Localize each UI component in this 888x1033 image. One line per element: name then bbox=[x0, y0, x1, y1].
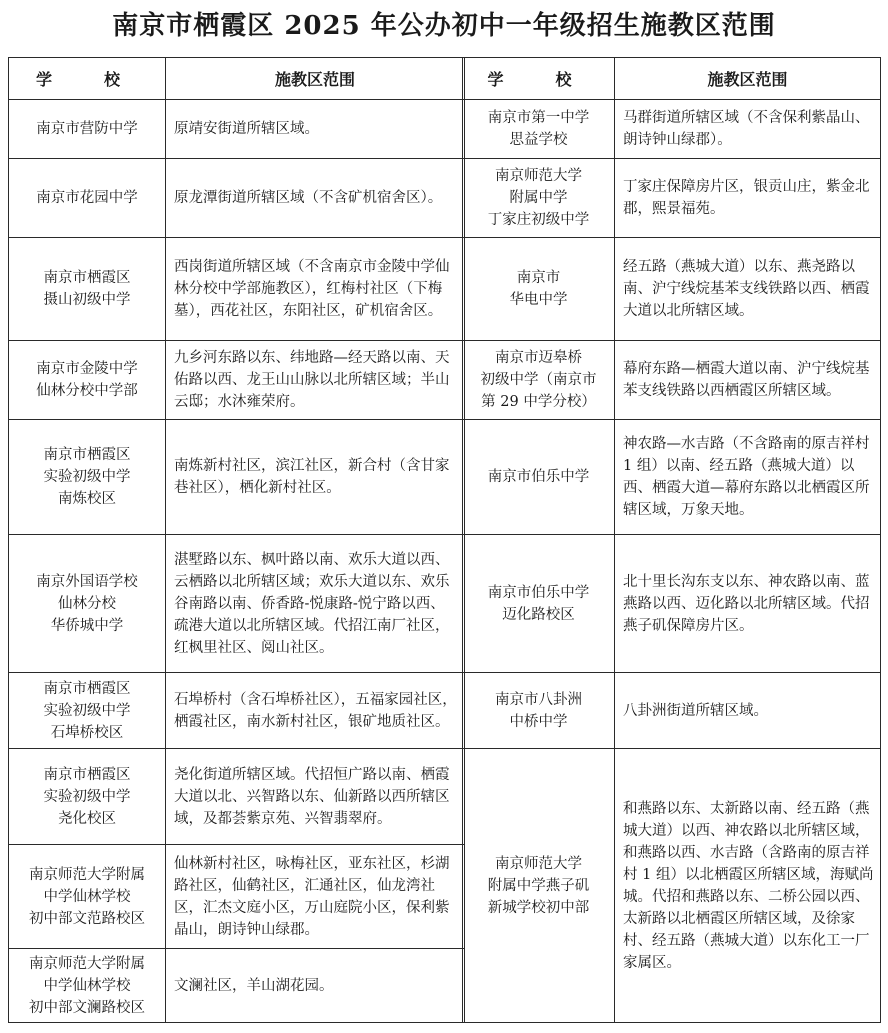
area-cell: 和燕路以东、太新路以南、经五路（燕城大道）以西、神农路以北所辖区域，和燕路以西、水吉路（含路南的原吉祥村 1 组）以北栖霞区所辖区域，海赋尚城。代招和燕路以东、二桥公园以西、太新路以北栖霞区所辖区域，及徐家村、经五路（燕城大道）以东化工一厂家属区。 bbox=[615, 749, 881, 1023]
school-name-line: 实验初级中学 bbox=[43, 469, 131, 485]
school-cell bbox=[463, 159, 615, 238]
school-name-line: 南京市花园中学 bbox=[36, 190, 138, 206]
school-name-line: 南京市金陵中学 bbox=[36, 361, 138, 377]
school-name-line: 实验初级中学 bbox=[43, 788, 131, 805]
school-name-line: 新城学校初中部 bbox=[487, 899, 590, 916]
header-area: 施教区范围 bbox=[615, 58, 881, 100]
area-cell: 八卦洲街道所辖区域。 bbox=[615, 673, 881, 749]
school-name-line: 南京市营防中学 bbox=[36, 121, 138, 137]
school-name-line: 南京师范大学 bbox=[495, 855, 582, 872]
school-name-line: 南京市伯乐中学 bbox=[487, 584, 590, 601]
header-school-label: 学 校 bbox=[35, 70, 138, 89]
area-cell: 文澜社区，羊山湖花园。 bbox=[166, 949, 465, 1023]
school-cell bbox=[9, 749, 166, 845]
table-row bbox=[9, 749, 465, 845]
school-cell bbox=[9, 420, 166, 535]
school-name-line: 南京市迈皋桥 bbox=[495, 350, 582, 366]
table-row bbox=[9, 341, 465, 420]
table-header-row bbox=[9, 58, 465, 100]
table-row bbox=[463, 673, 881, 749]
school-name-line: 思益学校 bbox=[509, 132, 568, 148]
header-school bbox=[463, 58, 615, 100]
school-name-line: 仙林分校中学部 bbox=[36, 383, 138, 399]
area-cell: 北十里长沟东支以东、神农路以南、蓝燕路以西、迈化路以北所辖区域。代招燕子矶保障房片区。 bbox=[615, 535, 881, 673]
area-cell: 九乡河东路以东、纬地路—经天路以南、天佑路以西、龙王山山脉以北所辖区域；半山云邸；水沐雍荣府。 bbox=[166, 341, 465, 420]
school-cell bbox=[463, 673, 615, 749]
table-row bbox=[463, 749, 881, 1023]
school-cell bbox=[9, 535, 166, 673]
school-cell bbox=[9, 159, 166, 238]
table-row bbox=[9, 238, 465, 341]
table-row bbox=[9, 535, 465, 673]
school-cell bbox=[9, 845, 166, 949]
school-name-line: 南京市栖霞区 bbox=[43, 270, 131, 286]
school-name-line: 南京市第一中学 bbox=[487, 110, 590, 126]
table-row bbox=[9, 159, 465, 238]
table-row bbox=[463, 341, 881, 420]
area-cell: 湛墅路以东、枫叶路以南、欢乐大道以西、云栖路以北所辖区域；欢乐大道以东、欢乐谷南路以南、侨香路-悦康路-悦宁路以西、疏港大道以北所辖区域。代招江南厂社区，红枫里社区、阅山社区。 bbox=[166, 535, 465, 673]
school-name-line: 迈化路校区 bbox=[502, 606, 575, 623]
school-name-line: 摄山初级中学 bbox=[43, 292, 131, 308]
school-name-line: 南京市栖霞区 bbox=[43, 766, 131, 783]
school-name-line: 仙林分校 bbox=[58, 595, 116, 612]
school-cell bbox=[9, 341, 166, 420]
school-name-line: 实验初级中学 bbox=[43, 702, 131, 719]
school-name-line: 南京市伯乐中学 bbox=[487, 469, 590, 485]
school-cell bbox=[463, 535, 615, 673]
school-name-line: 石埠桥校区 bbox=[50, 724, 124, 741]
school-name-line: 南京师范大学 bbox=[495, 168, 582, 184]
school-name-line: 丁家庄初级中学 bbox=[487, 212, 590, 228]
area-cell: 仙林新村社区，咏梅社区，亚东社区，杉湖路社区，仙鹤社区，汇通社区，仙龙湾社区，汇杰文庭小区，万山庭院小区，保利紫晶山，朗诗钟山绿郡。 bbox=[166, 845, 465, 949]
area-cell: 丁家庄保障房片区，银贡山庄，紫金北郡，熙景福苑。 bbox=[615, 159, 881, 238]
area-cell: 西岗街道所辖区域（不含南京市金陵中学仙林分校中学部施教区），红梅村社区（下梅墓），西花社区，东阳社区，矿机宿舍区。 bbox=[166, 238, 465, 341]
school-name-line: 第 29 中学分校） bbox=[481, 394, 596, 410]
school-name-line: 南京市栖霞区 bbox=[43, 680, 131, 697]
table-row bbox=[9, 420, 465, 535]
school-name-line: 南京市栖霞区 bbox=[43, 447, 131, 463]
school-cell bbox=[463, 341, 615, 420]
school-cell bbox=[463, 100, 615, 159]
table-row bbox=[463, 159, 881, 238]
school-name-line: 初中部文澜路校区 bbox=[29, 999, 145, 1016]
school-name-line: 中学仙林学校 bbox=[43, 888, 131, 905]
school-name-line: 初中部文范路校区 bbox=[29, 910, 145, 927]
school-name-line: 南京师范大学附属 bbox=[29, 866, 145, 883]
school-name-line: 尧化校区 bbox=[58, 810, 116, 827]
school-cell bbox=[9, 100, 166, 159]
table-row bbox=[463, 238, 881, 341]
area-cell: 原靖安街道所辖区域。 bbox=[166, 100, 465, 159]
area-cell: 尧化街道所辖区域。代招恒广路以南、栖霞大道以北、兴智路以东、仙新路以西所辖区域，及都荟紫京苑、兴智翡翠府。 bbox=[166, 749, 465, 845]
school-name-line: 华电中学 bbox=[509, 292, 568, 308]
area-cell: 马群街道所辖区域（不含保利紫晶山、朗诗钟山绿郡）。 bbox=[615, 100, 881, 159]
school-name-line: 中学仙林学校 bbox=[43, 977, 131, 994]
table-row bbox=[9, 673, 465, 749]
header-school-label: 学 校 bbox=[487, 70, 590, 89]
school-cell bbox=[463, 749, 615, 1023]
school-name-line: 南京师范大学附属 bbox=[29, 955, 145, 972]
school-name-line: 南炼校区 bbox=[58, 491, 116, 507]
area-cell: 南炼新村社区，滨江社区，新合村（含甘家巷社区），栖化新村社区。 bbox=[166, 420, 465, 535]
school-name-line: 华侨城中学 bbox=[50, 617, 124, 634]
area-cell: 石埠桥村（含石埠桥社区），五福家园社区，栖霞社区，南水新村社区，银矿地质社区。 bbox=[166, 673, 465, 749]
school-name-line: 初级中学（南京市 bbox=[480, 372, 597, 388]
school-name-line: 中桥中学 bbox=[509, 713, 568, 730]
school-name-line: 附属中学燕子矶 bbox=[487, 877, 590, 894]
left-table bbox=[8, 57, 465, 1023]
right-table bbox=[462, 57, 881, 1023]
table-row bbox=[9, 845, 465, 949]
school-cell bbox=[9, 949, 166, 1023]
area-cell: 原龙潭街道所辖区域（不含矿机宿舍区）。 bbox=[166, 159, 465, 238]
school-cell bbox=[9, 673, 166, 749]
header-area: 施教区范围 bbox=[166, 58, 465, 100]
table-row bbox=[9, 949, 465, 1023]
table-row bbox=[463, 420, 881, 535]
area-cell: 幕府东路—栖霞大道以南、沪宁线烷基苯支线铁路以西栖霞区所辖区域。 bbox=[615, 341, 881, 420]
area-cell: 神农路—水吉路（不含路南的原吉祥村 1 组）以南、经五路（燕城大道）以西、栖霞大道—幕府东路以北栖霞区所辖区域，万象天地。 bbox=[615, 420, 881, 535]
area-cell: 经五路（燕城大道）以东、燕尧路以南、沪宁线烷基苯支线铁路以西、栖霞大道以北所辖区域。 bbox=[615, 238, 881, 341]
school-name-line: 附属中学 bbox=[509, 190, 568, 206]
school-cell bbox=[463, 420, 615, 535]
school-name-line: 南京外国语学校 bbox=[36, 573, 138, 590]
table-row bbox=[463, 535, 881, 673]
school-name-line: 南京市 bbox=[516, 270, 561, 286]
school-name-line: 南京市八卦洲 bbox=[495, 691, 582, 708]
header-school bbox=[9, 58, 166, 100]
page-title: 南京市栖霞区 2025 年公办初中一年级招生施教区范围 bbox=[112, 11, 776, 41]
school-cell bbox=[9, 238, 166, 341]
table-header-row bbox=[463, 58, 881, 100]
table-row bbox=[9, 100, 465, 159]
school-cell bbox=[463, 238, 615, 341]
table-row bbox=[463, 100, 881, 159]
